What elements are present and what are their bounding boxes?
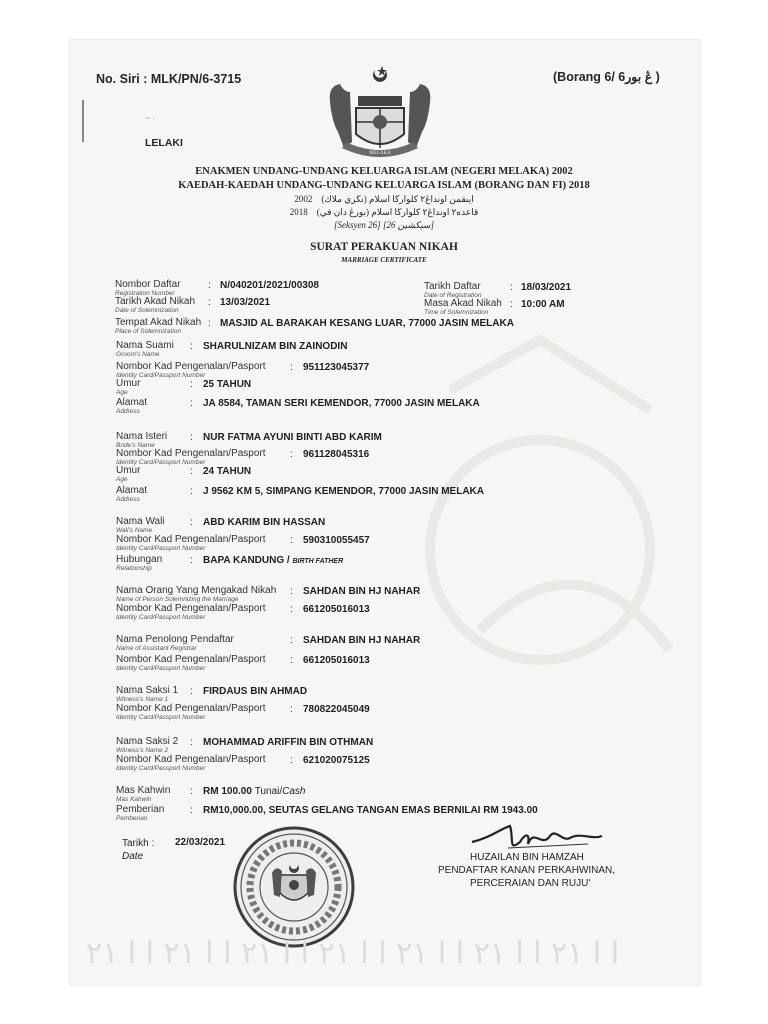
husband-address-label: Alamat Address <box>116 397 148 415</box>
mahr-label: Mas Kahwin Mas Kahwin <box>116 785 171 803</box>
akad-time: 10:00 AM <box>521 299 565 310</box>
assistant-ic-label: Nombor Kad Pengenalan/Pasport Identity Card/Passport Number <box>116 654 266 672</box>
witness2-ic: 621020075125 <box>303 755 370 766</box>
certificate-subtitle: MARRIAGE CERTIFICATE <box>341 256 427 264</box>
wali-relationship: BAPA KANDUNG / BIRTH FATHER <box>203 555 344 566</box>
mahr-value: RM 100.00 Tunai/Cash <box>203 786 306 797</box>
wali-name-label: Nama Wali Wali's Name <box>116 516 165 534</box>
assistant-ic: 661205016013 <box>303 655 370 666</box>
watermark <box>420 330 700 710</box>
rules-title: KAEDAH-KAEDAH UNDANG-UNDANG KELUARGA ISLAM (BORANG DAN FI) 2018 <box>178 180 590 191</box>
witness2-ic-label: Nombor Kad Pengenalan/Pasport Identity Card/Passport Number <box>116 754 266 772</box>
witness2-name: MOHAMMAD ARIFFIN BIN OTHMAN <box>203 737 374 748</box>
wife-name-label: Nama Isteri Bride's Name <box>116 431 168 449</box>
wife-name: NUR FATMA AYUNI BINTI ABD KARIM <box>203 432 382 443</box>
serial-number: No. Siri : MLK/PN/6-3715 <box>96 72 242 86</box>
husband-age: 25 TAHUN <box>203 379 252 390</box>
issue-date-label: Tarikh : Date <box>122 838 155 862</box>
faint-mark: ~ · <box>145 113 156 123</box>
certificate-title: SURAT PERAKUAN NIKAH <box>310 241 458 253</box>
akad-place-label: Tempat Akad Nikah Place of Solemnization <box>115 317 202 335</box>
solemnizer-ic-label: Nombor Kad Pengenalan/Pasport Identity Card/Passport Number <box>116 603 266 621</box>
wife-age-label: Umur Age <box>116 465 141 483</box>
akad-date: 13/03/2021 <box>220 297 271 308</box>
form-number: (Borang 6/ 6ڠ بور ) <box>553 70 660 84</box>
jawi-enactment: 2002 اينقمن اونداڠ٢ كلوارڬا اسلام (نڬري ملاك) <box>294 194 474 204</box>
security-band: ا ا ٢١ ا ا ٢١ ا ا ٢١ ا ا ٢١ ا ا ٢١ ا ا ٢١ ا ا ٢١ <box>86 936 620 971</box>
wali-name: ABD KARIM BIN HASSAN <box>203 517 326 528</box>
jawi-rules: 2018 قاعده٢ اونداڠ٢ كلوارڬا اسلام (بورڠ دان في) <box>289 207 479 217</box>
official-seal-icon <box>232 825 356 949</box>
akad-date-label: Tarikh Akad Nikah Date of Solemnization <box>115 296 196 314</box>
husband-name-label: Nama Suami Groom's Name <box>116 340 174 358</box>
solemnizer-ic: 661205016013 <box>303 604 370 615</box>
wife-age: 24 TAHUN <box>203 466 252 477</box>
registration-date-label: Tarikh Daftar Date of Registration <box>424 281 482 299</box>
signatory-position-1: PENDAFTAR KANAN PERKAHWINAN, <box>438 865 616 876</box>
gender-label: LELAKI <box>145 137 183 149</box>
signatory-name: HUZAILAN BIN HAMZAH <box>470 852 584 863</box>
solemnizer-name: SAHDAN BIN HJ NAHAR <box>303 586 421 597</box>
akad-time-label: Masa Akad Nikah Time of Solemnization <box>424 298 502 316</box>
wife-ic-label: Nombor Kad Pengenalan/Pasport Identity Card/Passport Number <box>116 448 266 466</box>
issue-date: 22/03/2021 <box>175 837 226 848</box>
solemnizer-name-label: Nama Orang Yang Mengakad Nikah Name of Person Solemnizing the Marriage <box>116 585 277 603</box>
akad-place: MASJID AL BARAKAH KESANG LUAR, 77000 JASIN MELAKA <box>220 318 514 329</box>
assistant-name: SAHDAN BIN HJ NAHAR <box>303 635 421 646</box>
husband-ic-label: Nombor Kad Pengenalan/Pasport Identity Card/Passport Number <box>116 361 266 379</box>
gift-value: RM10,000.00, SEUTAS GELANG TANGAN EMAS BERNILAI RM 1943.00 <box>203 805 538 816</box>
husband-address: JA 8584, TAMAN SERI KEMENDOR, 77000 JASIN MELAKA <box>203 398 480 409</box>
wali-ic-label: Nombor Kad Pengenalan/Pasport Identity Card/Passport Number <box>116 534 266 552</box>
husband-age-label: Umur Age <box>116 378 141 396</box>
wife-address-label: Alamat Address <box>116 485 148 503</box>
svg-text:MELAKA: MELAKA <box>369 151 391 156</box>
witness1-name-label: Nama Saksi 1 Witness's Name 1 <box>116 685 179 703</box>
husband-name: SHARULNIZAM BIN ZAINODIN <box>203 341 348 352</box>
witness1-name: FIRDAUS BIN AHMAD <box>203 686 308 697</box>
wali-ic: 590310055457 <box>303 535 370 546</box>
scan-edge-mark <box>82 100 84 142</box>
section-ref: [Seksyen 26] [سيكشين 26] <box>333 220 435 230</box>
witness1-ic-label: Nombor Kad Pengenalan/Pasport Identity Card/Passport Number <box>116 703 266 721</box>
registration-date: 18/03/2021 <box>521 282 572 293</box>
wali-relationship-label: Hubungan Relationship <box>116 554 163 572</box>
assistant-name-label: Nama Penolong Pendaftar Name of Assistant Registrar <box>116 634 234 652</box>
witness1-ic: 780822045049 <box>303 704 370 715</box>
wife-ic: 961128045316 <box>303 449 370 460</box>
signatory-position-2: PERCERAIAN DAN RUJU' <box>470 878 591 889</box>
enactment-title: ENAKMEN UNDANG-UNDANG KELUARGA ISLAM (NEGERI MELAKA) 2002 <box>195 166 573 177</box>
witness2-name-label: Nama Saksi 2 Witness's Name 2 <box>116 736 179 754</box>
gift-label: Pemberian Pemberian <box>116 804 165 822</box>
husband-ic: 951123045377 <box>303 362 370 373</box>
registration-number-label: Nombor Daftar Registration Number <box>115 279 181 297</box>
state-crest-icon <box>322 62 438 162</box>
registration-number: N/040201/2021/00308 <box>220 280 319 291</box>
wife-address: J 9562 KM 5, SIMPANG KEMENDOR, 77000 JASIN MELAKA <box>203 486 485 497</box>
